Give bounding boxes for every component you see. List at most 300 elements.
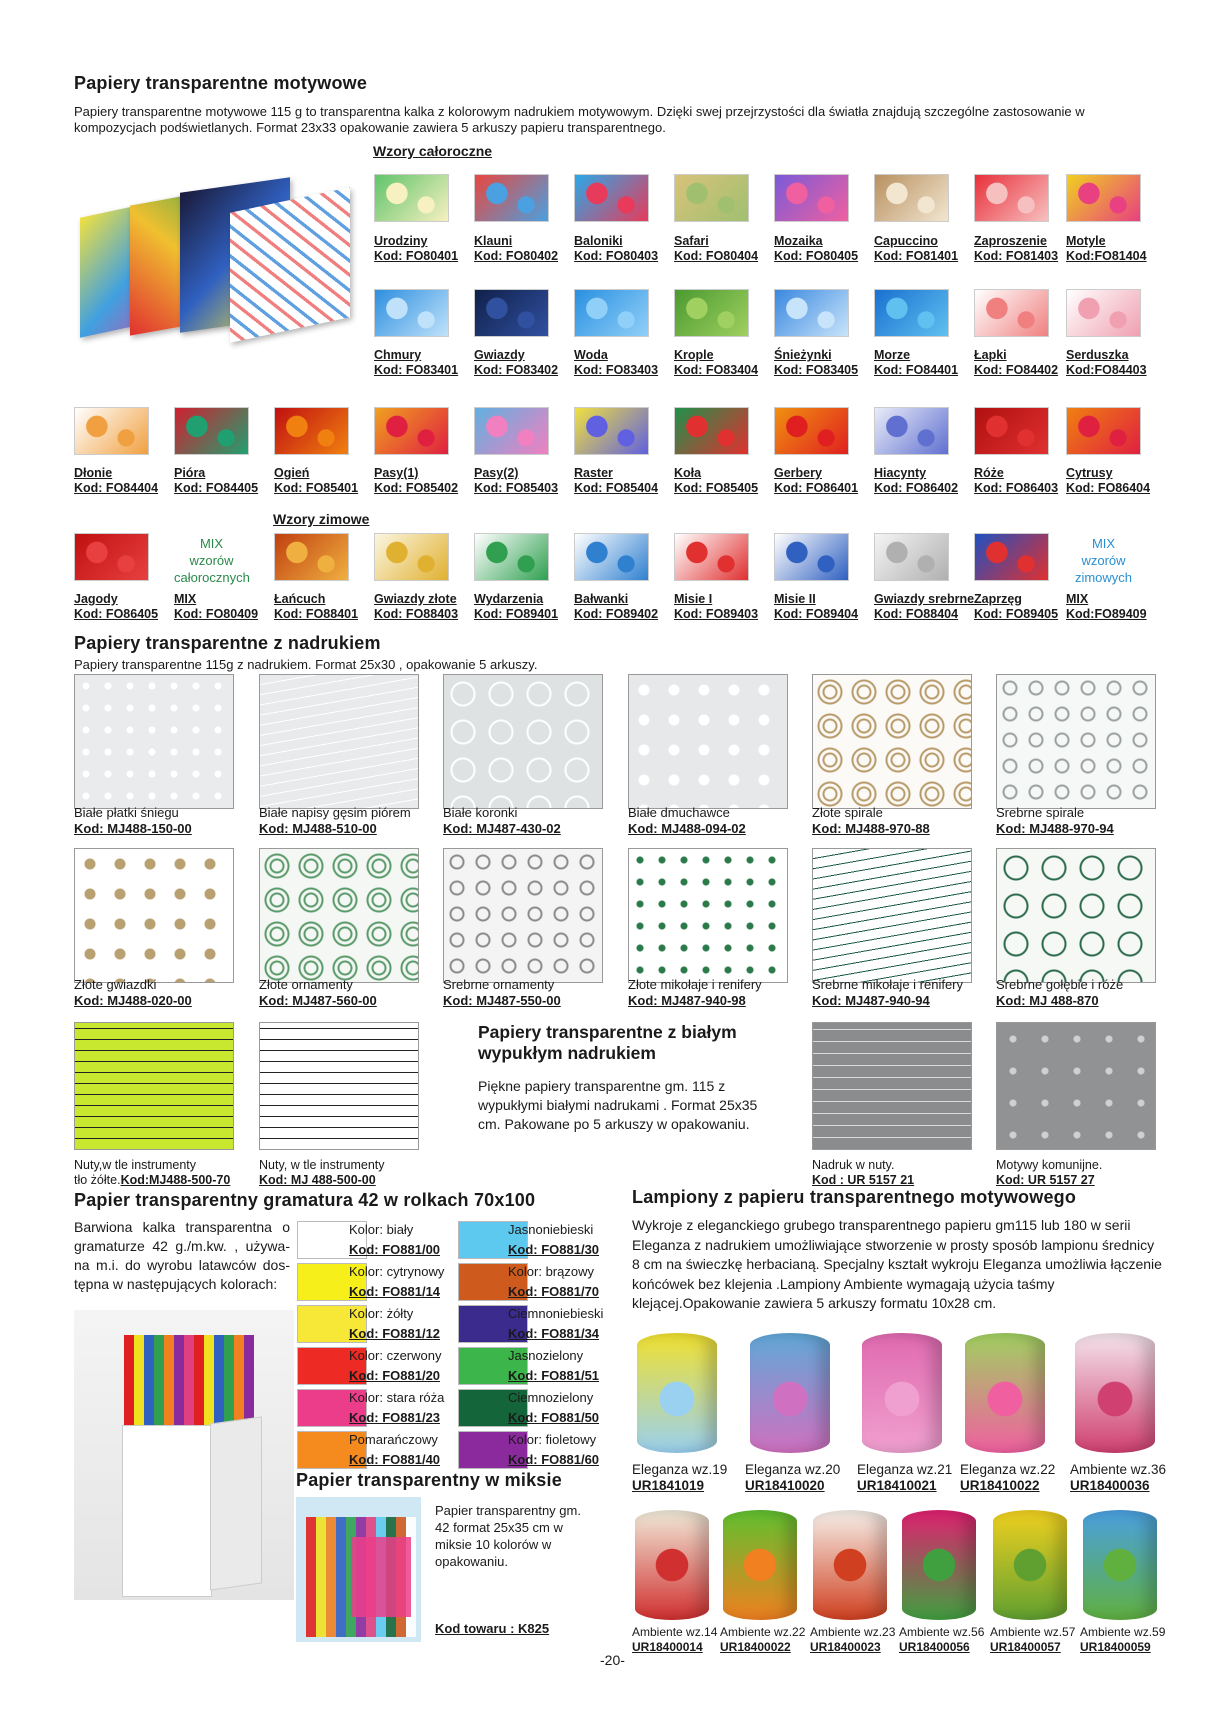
swatch-name: Pióra	[174, 466, 206, 480]
lantern-image[interactable]	[993, 1510, 1067, 1620]
lantern-code: UR18400023	[810, 1640, 881, 1654]
tile-code: Kod: MJ 488-500-00	[259, 1173, 376, 1187]
pattern-swatch[interactable]	[874, 407, 949, 455]
tile-name: Białe płatki śniegu	[74, 805, 179, 820]
tile-name: Złote ornamenty	[259, 977, 353, 992]
color-code: Kod: FO881/34	[508, 1326, 600, 1341]
swatch-code: Kod: FO89404	[774, 607, 859, 621]
tile-code: Kod:MJ488-500-70	[120, 1173, 231, 1187]
tile-label	[812, 977, 963, 1009]
section-desc-rolki: Barwiona kalka transparentna o gramaturze 42 g./m.kw. , używa-na m.i. do wyrobu latawców dos-tępna w następujących kolorach:	[74, 1219, 290, 1292]
section-title-lampiony: Lampiony z papieru transparentnego motywowego	[632, 1187, 1077, 1207]
swatch-label	[774, 592, 858, 622]
swatch-label	[974, 348, 1058, 378]
swatch-name: Klauni	[474, 234, 513, 248]
pattern-swatch[interactable]	[474, 174, 549, 222]
swatch-code: Kod: FO85405	[674, 481, 759, 495]
lantern-label	[745, 1462, 840, 1494]
lantern-label	[960, 1462, 1055, 1494]
swatch-name: Misie I	[674, 592, 713, 606]
pattern-swatch[interactable]	[874, 289, 949, 337]
lantern-code: UR18410021	[857, 1478, 937, 1493]
lantern-name: Eleganza wz.21	[857, 1462, 953, 1477]
swatch-code: Kod: FO89402	[574, 607, 659, 621]
lantern-label	[810, 1625, 895, 1655]
pattern-swatch[interactable]	[74, 533, 149, 581]
section-desc-miks: Papier transparentny gm. 42 format 25x35 cm w miksie 10 kolorów w opakowaniu.	[435, 1503, 581, 1569]
pattern-swatch[interactable]	[274, 407, 349, 455]
pattern-swatch[interactable]	[174, 407, 249, 455]
tile-name: Srebrne spirale	[996, 805, 1085, 820]
pattern-swatch[interactable]	[774, 533, 849, 581]
printed-paper-tile[interactable]	[812, 848, 972, 983]
tile-code: Kod: MJ 488-870	[996, 993, 1099, 1008]
swatch-code: Kod: FO80402	[474, 249, 559, 263]
swatch-name: Ogień	[274, 466, 310, 480]
tile-label	[443, 977, 561, 1009]
pattern-swatch[interactable]	[974, 407, 1049, 455]
swatch-code: Kod: FO83401	[374, 363, 459, 377]
swatch-code: Kod: FO83403	[574, 363, 659, 377]
lantern-label	[899, 1625, 984, 1655]
section-desc-nadruk: Papiery transparentne 115g z nadrukiem. Format 25x30 , opakowanie 5 arkuszy.	[74, 657, 538, 672]
color-code: Kod: FO881/20	[349, 1368, 441, 1383]
color-label	[508, 1346, 599, 1386]
pattern-swatch[interactable]	[674, 533, 749, 581]
swatch-name: Serduszka	[1066, 348, 1129, 362]
lantern-code: UR18400056	[899, 1640, 970, 1654]
color-name: Kolor: żółty	[349, 1306, 414, 1321]
pattern-swatch[interactable]	[74, 407, 149, 455]
printed-paper-tile[interactable]	[74, 674, 234, 809]
lantern-label	[857, 1462, 952, 1494]
swatch-name: Pasy(2)	[474, 466, 519, 480]
swatch-name: Raster	[574, 466, 613, 480]
swatch-name: Woda	[574, 348, 608, 362]
swatch-label	[774, 348, 858, 378]
lantern-name: Ambiente wz.23	[810, 1625, 896, 1639]
swatch-code: Kod: FO86404	[1066, 481, 1151, 495]
printed-paper-tile[interactable]	[996, 674, 1156, 809]
color-code: Kod: FO881/14	[349, 1284, 441, 1299]
tile-name: Złote spirale	[812, 805, 883, 820]
pattern-swatch[interactable]	[574, 407, 649, 455]
swatch-label	[474, 466, 558, 496]
color-label	[508, 1304, 603, 1344]
mix-text: wzorów	[1081, 553, 1126, 568]
pattern-swatch[interactable]	[374, 174, 449, 222]
lantern-image[interactable]	[635, 1510, 709, 1620]
printed-paper-tile[interactable]	[259, 674, 419, 809]
tile-name: Srebrne gołębie i róże	[996, 977, 1124, 992]
lantern-code: UR18410022	[960, 1478, 1040, 1493]
subheading-caloroczne: Wzory całoroczne	[373, 143, 493, 159]
lantern-image[interactable]	[902, 1510, 976, 1620]
swatch-name: Bałwanki	[574, 592, 629, 606]
tile-code: Kod : UR 5157 21	[812, 1173, 915, 1187]
color-label	[508, 1388, 599, 1428]
lantern-name: Eleganza wz.22	[960, 1462, 1056, 1477]
swatch-code: Kod:FO84403	[1066, 363, 1147, 377]
tile-line2	[259, 1173, 385, 1188]
color-name: Kolor: fioletowy	[508, 1432, 597, 1447]
swatch-name: Dłonie	[74, 466, 113, 480]
pattern-swatch[interactable]	[774, 289, 849, 337]
tile-label	[74, 805, 192, 837]
swatch-label	[874, 234, 958, 264]
swatch-code: Kod: FO86405	[74, 607, 159, 621]
color-name: Kolor: biały	[349, 1222, 414, 1237]
mix-text: MIX	[199, 536, 224, 551]
lantern-image[interactable]	[1075, 1333, 1155, 1453]
swatch-code: Kod: FO83402	[474, 363, 559, 377]
swatch-label	[374, 592, 458, 622]
swatch-name: Morze	[874, 348, 911, 362]
color-name: Ciemnoniebieski	[508, 1306, 604, 1321]
lantern-name: Eleganza wz.20	[745, 1462, 841, 1477]
pattern-swatch[interactable]	[874, 174, 949, 222]
tile-label	[628, 805, 746, 837]
swatch-label	[574, 592, 658, 622]
swatch-code: Kod: FO89403	[674, 607, 759, 621]
color-code: Kod: FO881/23	[349, 1410, 441, 1425]
lantern-name: Ambiente wz.36	[1070, 1462, 1167, 1477]
tile-code: Kod: MJ488-970-94	[996, 821, 1114, 836]
pattern-swatch[interactable]	[874, 533, 949, 581]
pattern-swatch[interactable]	[574, 174, 649, 222]
pattern-swatch[interactable]	[674, 174, 749, 222]
lantern-label	[990, 1625, 1075, 1655]
pattern-swatch[interactable]	[974, 289, 1049, 337]
mix-placeholder	[174, 535, 249, 586]
swatch-code: Kod: FO84402	[974, 363, 1059, 377]
lantern-image[interactable]	[637, 1333, 717, 1453]
swatch-code: Kod: FO89401	[474, 607, 559, 621]
swatch-label	[774, 466, 858, 496]
color-name: Ciemnozielony	[508, 1390, 594, 1405]
mix-pack-photo	[296, 1497, 421, 1642]
printed-paper-tile[interactable]	[259, 848, 419, 983]
color-code: Kod: FO881/51	[508, 1368, 600, 1383]
swatch-label	[774, 234, 858, 264]
music-paper-tile[interactable]	[259, 1022, 419, 1150]
swatch-label	[574, 466, 658, 496]
swatch-label	[1066, 592, 1147, 622]
tile-name: Nadruk w nuty.	[812, 1158, 895, 1172]
section-title-nadruk: Papiery transparentne z nadrukiem	[74, 633, 381, 653]
swatch-name: Misie II	[774, 592, 816, 606]
swatch-label	[674, 592, 758, 622]
tile-name: Motywy komunijne.	[996, 1158, 1103, 1172]
color-name: Kolor: brązowy	[508, 1264, 594, 1279]
embossed-paper-tile[interactable]	[812, 1022, 972, 1150]
color-label	[508, 1262, 599, 1302]
pattern-swatch[interactable]	[374, 407, 449, 455]
lantern-code: UR18400014	[632, 1640, 703, 1654]
printed-paper-tile[interactable]	[443, 674, 603, 809]
pattern-swatch[interactable]	[1066, 289, 1141, 337]
swatch-label	[874, 348, 958, 378]
section-title-motywowe: Papiery transparentne motywowe	[74, 73, 368, 93]
tile-label	[996, 805, 1114, 837]
swatch-name: Motyle	[1066, 234, 1106, 248]
tile-code: Kod: MJ487-560-00	[259, 993, 377, 1008]
swatch-name: Zaproszenie	[974, 234, 1047, 248]
printed-paper-tile[interactable]	[996, 848, 1156, 983]
swatch-label	[574, 348, 658, 378]
tile-label	[812, 805, 930, 837]
swatch-label	[974, 234, 1058, 264]
lantern-name: Ambiente wz.59	[1080, 1625, 1166, 1639]
swatch-name: Śnieżynki	[774, 348, 832, 362]
tile-name: Srebrne mikołaje i renifery	[812, 977, 964, 992]
swatch-label	[474, 592, 558, 622]
tile-label	[996, 1158, 1102, 1188]
color-code: Kod: FO881/00	[349, 1242, 441, 1257]
color-label	[349, 1346, 441, 1386]
color-label	[349, 1430, 440, 1470]
swatch-label	[374, 234, 458, 264]
mix-text: zimowych	[1074, 570, 1133, 585]
tile-name: Srebrne ornamenty	[443, 977, 555, 992]
swatch-name: Jagody	[74, 592, 118, 606]
lantern-code: UR18400057	[990, 1640, 1061, 1654]
color-code: Kod: FO881/70	[508, 1284, 600, 1299]
swatch-label	[374, 466, 458, 496]
swatch-label	[1066, 234, 1147, 264]
swatch-name: Gerbery	[774, 466, 822, 480]
swatch-name: Gwiazdy	[474, 348, 525, 362]
tile-name: Białe napisy gęsim piórem	[259, 805, 411, 820]
swatch-label	[474, 234, 558, 264]
pattern-swatch[interactable]	[774, 174, 849, 222]
embossed-paper-tile[interactable]	[996, 1022, 1156, 1150]
lantern-name: Ambiente wz.57	[990, 1625, 1076, 1639]
lantern-name: Ambiente wz.22	[720, 1625, 806, 1639]
tile-name-2: tło żółte.	[74, 1173, 121, 1187]
color-label	[349, 1388, 444, 1428]
section-title-miks: Papier transparentny w miksie	[296, 1470, 562, 1490]
tile-code: Kod: MJ488-094-02	[628, 821, 746, 836]
tile-label	[259, 977, 377, 1009]
tile-code: Kod: MJ488-020-00	[74, 993, 192, 1008]
swatch-code: Kod: FO86402	[874, 481, 959, 495]
swatch-name: Krople	[674, 348, 714, 362]
lantern-image[interactable]	[862, 1333, 942, 1453]
swatch-label	[174, 466, 258, 496]
mix-text: wzorów	[189, 553, 234, 568]
pattern-swatch[interactable]	[1066, 174, 1141, 222]
tile-code: Kod: MJ488-970-88	[812, 821, 930, 836]
tile-code: Kod: MJ488-510-00	[259, 821, 377, 836]
swatch-code: Kod: FO80409	[174, 607, 259, 621]
section-desc-wypukly: Piękne papiery transparentne gm. 115 z wypukłymi białymi nadrukami . Format 25x35 cm. Pakowane po 5 arkuszy w opakowaniu.	[478, 1078, 758, 1132]
swatch-code: Kod: FO83404	[674, 363, 759, 377]
printed-paper-tile[interactable]	[74, 848, 234, 983]
lantern-name: Ambiente wz.56	[899, 1625, 985, 1639]
mix-placeholder	[1066, 535, 1141, 586]
pattern-swatch[interactable]	[274, 533, 349, 581]
subheading-zimowe: Wzory zimowe	[273, 511, 370, 527]
color-name: Kolor: stara róża	[349, 1390, 445, 1405]
color-code: Kod: FO881/60	[508, 1452, 600, 1467]
swatch-name: Safari	[674, 234, 709, 248]
color-name: Jasnozielony	[508, 1348, 584, 1363]
swatch-label	[274, 466, 358, 496]
lantern-label	[1080, 1625, 1165, 1655]
tile-name: Nuty, w tle instrumenty	[259, 1158, 385, 1172]
swatch-code: Kod: FO81403	[974, 249, 1059, 263]
color-label	[508, 1430, 599, 1470]
swatch-name: Chmury	[374, 348, 422, 362]
swatch-name: Capuccino	[874, 234, 938, 248]
lantern-image[interactable]	[1083, 1510, 1157, 1620]
lantern-image[interactable]	[965, 1333, 1045, 1453]
swatch-name: Gwiazdy srebrne	[874, 592, 975, 606]
swatch-name: Urodziny	[374, 234, 428, 248]
swatch-code: Kod: FO83405	[774, 363, 859, 377]
swatch-name: Cytrusy	[1066, 466, 1113, 480]
swatch-name: Mozaika	[774, 234, 823, 248]
color-label	[349, 1262, 444, 1302]
swatch-code: Kod: FO81401	[874, 249, 959, 263]
swatch-code: Kod: FO86403	[974, 481, 1059, 495]
swatch-name: Łańcuch	[274, 592, 326, 606]
pattern-swatch[interactable]	[974, 533, 1049, 581]
pattern-swatch[interactable]	[374, 289, 449, 337]
swatch-label	[674, 234, 758, 264]
swatch-code: Kod: FO84401	[874, 363, 959, 377]
swatch-code: Kod:FO89409	[1066, 607, 1147, 621]
color-label	[349, 1220, 440, 1260]
swatch-code: Kod: FO89405	[974, 607, 1059, 621]
pattern-swatch[interactable]	[474, 533, 549, 581]
lantern-code: UR1841019	[632, 1478, 705, 1493]
swatch-code: Kod: FO88403	[374, 607, 459, 621]
lantern-label	[632, 1462, 727, 1494]
swatch-label	[374, 348, 458, 378]
color-name: Jasnoniebieski	[508, 1222, 594, 1237]
mix-product-code: Kod towaru : K825	[435, 1621, 550, 1636]
tile-code: Kod: MJ487-940-94	[812, 993, 930, 1008]
swatch-label	[874, 466, 958, 496]
pattern-swatch[interactable]	[474, 289, 549, 337]
color-name: Kolor: cytrynowy	[349, 1264, 445, 1279]
color-code: Kod: FO881/40	[349, 1452, 441, 1467]
swatch-label	[174, 592, 258, 622]
lantern-image[interactable]	[723, 1510, 797, 1620]
lantern-code: UR18400036	[1070, 1478, 1150, 1493]
printed-paper-tile[interactable]	[628, 674, 788, 809]
printed-paper-tile[interactable]	[628, 848, 788, 983]
music-paper-tile[interactable]	[74, 1022, 234, 1150]
swatch-label	[474, 348, 558, 378]
color-code: Kod: FO881/12	[349, 1326, 441, 1341]
lantern-code: UR18400022	[720, 1640, 791, 1654]
tile-code: Kod: UR 5157 27	[996, 1173, 1095, 1187]
swatch-code: Kod:FO81404	[1066, 249, 1147, 263]
color-name: Kolor: czerwony	[349, 1348, 442, 1363]
tile-label	[74, 1158, 230, 1188]
tile-label	[74, 977, 192, 1009]
pattern-swatch[interactable]	[574, 533, 649, 581]
swatch-code: Kod: FO88404	[874, 607, 959, 621]
pattern-swatch[interactable]	[474, 407, 549, 455]
tile-name: Białe koronki	[443, 805, 518, 820]
tile-name: Złote gwiazdki	[74, 977, 157, 992]
tile-label	[812, 1158, 914, 1188]
page-number: -20-	[600, 1652, 625, 1668]
tile-label	[443, 805, 561, 837]
swatch-code: Kod: FO85401	[274, 481, 359, 495]
swatch-name: Baloniki	[574, 234, 623, 248]
swatch-code: Kod: FO80405	[774, 249, 859, 263]
section-title-wypukly: Papiery transparentne z białym wypukłym nadrukiem	[478, 1022, 737, 1063]
tile-label	[996, 977, 1123, 1009]
color-code: Kod: FO881/30	[508, 1242, 600, 1257]
swatch-label	[274, 592, 358, 622]
swatch-name: MIX	[174, 592, 197, 606]
tile-line2	[74, 1173, 230, 1188]
pattern-swatch[interactable]	[674, 407, 749, 455]
swatch-label	[1066, 348, 1147, 378]
swatch-label	[574, 234, 658, 264]
tile-code: Kod: MJ487-430-02	[443, 821, 561, 836]
tile-label	[259, 805, 411, 837]
lantern-label	[1070, 1462, 1166, 1494]
swatch-code: Kod: FO80403	[574, 249, 659, 263]
swatch-label	[1066, 466, 1150, 496]
swatch-name: Wydarzenia	[474, 592, 544, 606]
tile-code: Kod: MJ487-940-98	[628, 993, 746, 1008]
lantern-name: Ambiente wz.14	[632, 1625, 718, 1639]
lantern-label	[720, 1625, 805, 1655]
pattern-swatch[interactable]	[574, 289, 649, 337]
color-name: Pomarańczowy	[349, 1432, 438, 1447]
lantern-image[interactable]	[813, 1510, 887, 1620]
swatch-name: Koła	[674, 466, 702, 480]
section-desc-motywowe: Papiery transparentne motywowe 115 g to transparentna kalka z kolorowym nadrukiem motywowym. Dzięki swej przejrzystości dla światła znajdują szczególne zastosowanie w kompozycjach podświetlanych. Format 23x33 opakowanie zawiera 5 arkuszy papieru transparentnego.	[74, 104, 1085, 135]
lantern-image[interactable]	[750, 1333, 830, 1453]
mix-text: całorocznych	[174, 570, 250, 585]
tile-code: Kod: MJ487-550-00	[443, 993, 561, 1008]
pattern-swatch[interactable]	[774, 407, 849, 455]
tile-name: Złote mikołaje i renifery	[628, 977, 762, 992]
swatch-code: Kod: FO85402	[374, 481, 459, 495]
swatch-code: Kod: FO80401	[374, 249, 459, 263]
swatch-code: Kod: FO80404	[674, 249, 759, 263]
color-code: Kod: FO881/50	[508, 1410, 600, 1425]
section-title-rolki: Papier transparentny gramatura 42 w rolkach 70x100	[74, 1190, 536, 1210]
pattern-swatch[interactable]	[974, 174, 1049, 222]
mix-text: MIX	[1091, 536, 1116, 551]
swatch-name: MIX	[1066, 592, 1089, 606]
section-desc-lampiony: Wykroje z eleganckiego grubego transparentnego papieru gm115 lub 180 w serii Eleganza z nadrukiem umożliwiające stworzenie w prosty sposób lampionu średnicy 8 cm na świeczkę herbacianą. Specjalny kształt wykroju Eleganza umożliwia łączenie końcówek bez klejenia .Lampiony Ambiente wymagają użycia taśmy klejącej.Opakowanie zawiera 5 arkuszy formatu 10x28 cm.	[632, 1217, 1162, 1311]
swatch-code: Kod: FO88401	[274, 607, 359, 621]
printed-paper-tile[interactable]	[443, 848, 603, 983]
swatch-name: Pasy(1)	[374, 466, 419, 480]
swatch-code: Kod: FO85404	[574, 481, 659, 495]
swatch-label	[674, 466, 758, 496]
tile-label	[628, 977, 762, 1009]
swatch-code: Kod: FO86401	[774, 481, 859, 495]
swatch-name: Gwiazdy złote	[374, 592, 457, 606]
pattern-swatch[interactable]	[374, 533, 449, 581]
pattern-swatch[interactable]	[674, 289, 749, 337]
swatch-label	[74, 592, 158, 622]
printed-paper-tile[interactable]	[812, 674, 972, 809]
pattern-swatch[interactable]	[1066, 407, 1141, 455]
